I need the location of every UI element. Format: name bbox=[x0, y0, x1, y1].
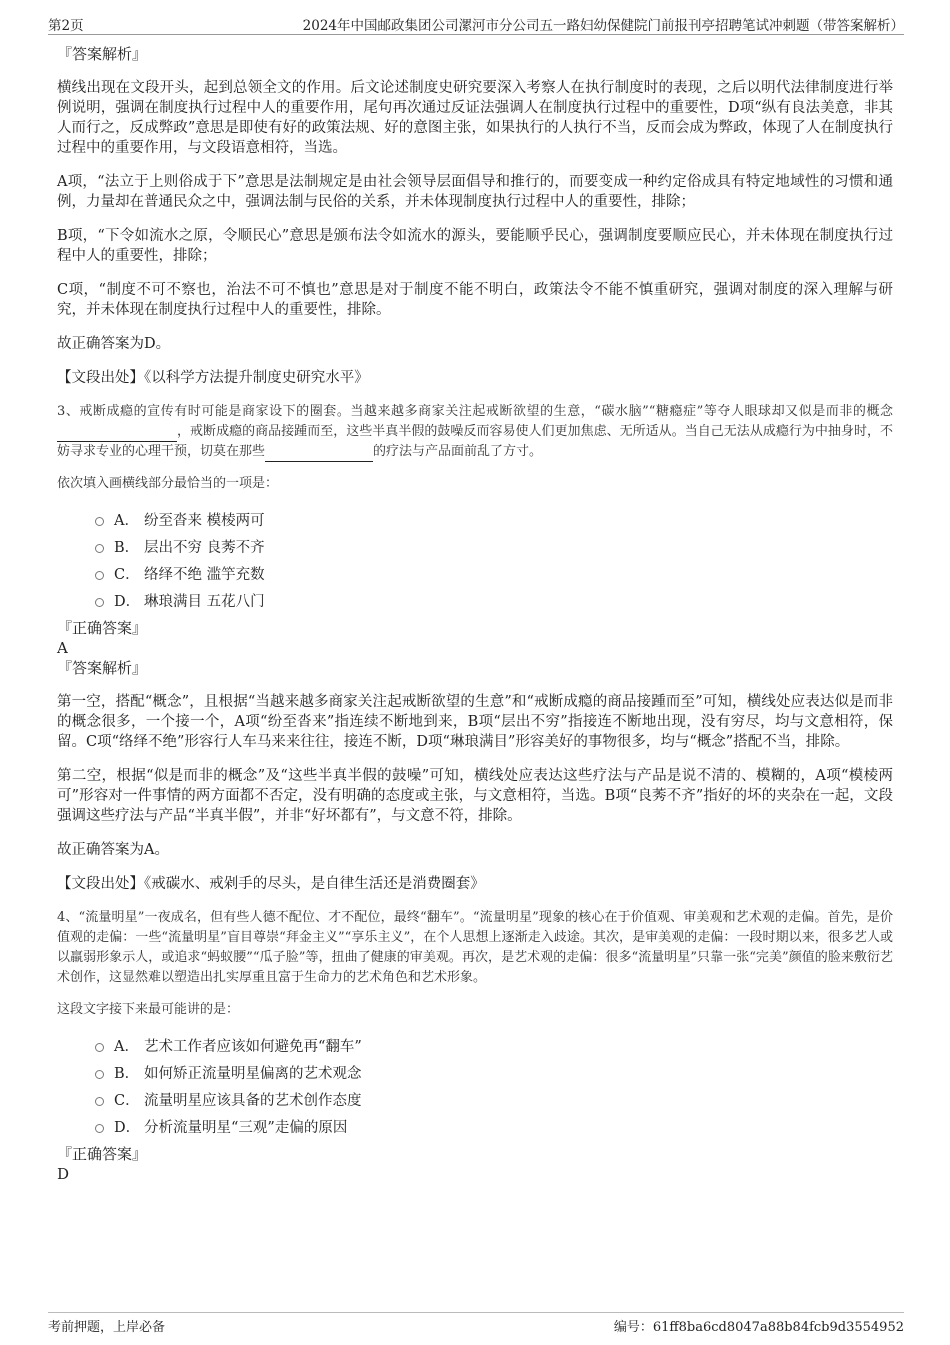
document-id: 编号：61ff8ba6cd8047a88b84fcb9d3554952 bbox=[613, 1320, 904, 1335]
option-a[interactable]: A． 纷至沓来 模棱两可 bbox=[95, 508, 893, 535]
analysis-paragraph: A项，“法立于上则俗成于下”意思是法制规定是由社会领导层面倡导和推行的，而要变成一种约定俗成具有特定地域性的习惯和通例，力量却在普通民众之中，强调法制与民俗的关系，并未体现制度执行过程中人的重要性，排除； bbox=[57, 174, 893, 210]
page-number: 第2页 bbox=[48, 18, 84, 34]
option-c[interactable]: C． 络绎不绝 滥竽充数 bbox=[95, 562, 893, 589]
correct-answer-label: 『正确答案』 bbox=[57, 1145, 148, 1163]
analysis-paragraph: 横线出现在文段开头，起到总领全文的作用。后文论述制度史研究要深入考察人在执行制度时的表现，之后以明代法律制度进行举例说明，强调在制度执行过程中人的重要作用，尾句再次通过反证法强调人在制度执行过程中的重要性，D项“纵有良法美意，非其人而行之，反成弊政”意思是即使有好的政策法规、好的意图主张，如果执行的人执行不当，反而会成为弊政，体现了人在制度执行过程中的重要作用，与文段语意相符，当选。 bbox=[57, 80, 893, 156]
document-title: 2024年中国邮政集团公司漯河市分公司五一路妇幼保健院门前报刊亭招聘笔试冲刺题（带答案解析） bbox=[302, 18, 904, 34]
question-prompt: 这段文字接下来最可能讲的是： bbox=[57, 1002, 240, 1017]
fill-blank bbox=[57, 427, 177, 442]
option-b[interactable]: B． 如何矫正流量明星偏离的艺术观念 bbox=[95, 1061, 893, 1088]
option-c[interactable]: C． 流量明星应该具备的艺术创作态度 bbox=[95, 1088, 893, 1115]
page-header bbox=[48, 12, 904, 35]
option-list bbox=[57, 508, 893, 616]
option-d[interactable]: D． 分析流量明星“三观”走偏的原因 bbox=[95, 1115, 893, 1142]
answer-statement: 故正确答案为D。 bbox=[57, 336, 171, 352]
radio-icon[interactable] bbox=[95, 1070, 104, 1079]
analysis-paragraph: C项，“制度不可不察也，治法不可不慎也”意思是对于制度不能不明白，政策法令不能不慎重研究，强调对制度的深入理解与研究，并未体现在制度执行过程中人的重要性，排除。 bbox=[57, 282, 893, 318]
option-b[interactable]: B． 层出不穷 良莠不齐 bbox=[95, 535, 893, 562]
radio-icon[interactable] bbox=[95, 1097, 104, 1106]
footer-slogan: 考前押题，上岸必备 bbox=[48, 1320, 166, 1335]
answer-statement: 故正确答案为A。 bbox=[57, 842, 169, 858]
analysis-label: 『答案解析』 bbox=[57, 659, 148, 677]
correct-answer: A bbox=[57, 639, 68, 657]
option-list bbox=[57, 1034, 893, 1142]
correct-answer: D bbox=[57, 1165, 70, 1183]
radio-icon[interactable] bbox=[95, 571, 104, 580]
radio-icon[interactable] bbox=[95, 598, 104, 607]
correct-answer-label: 『正确答案』 bbox=[57, 619, 148, 637]
analysis-label: 『答案解析』 bbox=[57, 45, 148, 63]
page-content bbox=[57, 44, 893, 1184]
source-citation: 【文段出处】《戒碳水、戒剁手的尽头，是自律生活还是消费圈套》 bbox=[57, 876, 485, 892]
page-footer bbox=[48, 1312, 904, 1335]
source-citation: 【文段出处】《以科学方法提升制度史研究水平》 bbox=[57, 370, 369, 386]
analysis-paragraph: 第一空，搭配“概念”，且根据“当越来越多商家关注起戒断欲望的生意”和“戒断成瘾的商品接踵而至”可知，横线处应表达似是而非的概念很多，一个接一个，A项“纷至沓来”指连续不断地到来，B项“层出不穷”指接连不断地出现，没有穷尽，均与文意相符，保留。C项“络绎不绝”形容行人车马来来往往，接连不断，D项“琳琅满目”形容美好的事物很多，均与“概念”搭配不当，排除。 bbox=[57, 694, 893, 750]
analysis-paragraph: 第二空，根据“似是而非的概念”及“这些半真半假的鼓噪”可知，横线处应表达这些疗法与产品是说不清的、模糊的，A项“模棱两可”形容对一件事情的两方面都不否定，没有明确的态度或主张，与文意相符，当选。B项“良莠不齐”指好的坏的夹杂在一起，文段强调这些疗法与产品“半真半假”，并非“好坏都有”，与文意不符，排除。 bbox=[57, 768, 893, 824]
option-d[interactable]: D． 琳琅满目 五花八门 bbox=[95, 589, 893, 616]
radio-icon[interactable] bbox=[95, 1043, 104, 1052]
radio-icon[interactable] bbox=[95, 1124, 104, 1133]
fill-blank bbox=[265, 447, 373, 462]
option-a[interactable]: A． 艺术工作者应该如何避免再“翻车” bbox=[95, 1034, 893, 1061]
radio-icon[interactable] bbox=[95, 544, 104, 553]
question-stem: 3、戒断成瘾的宣传有时可能是商家设下的圈套。当越来越多商家关注起戒断欲望的生意，“碳水脑”“糖瘾症”等夺人眼球却又似是而非的概念，戒断成瘾的商品接踵而至，这些半真半假的鼓噪反而容易使人们更加焦虑、无所适从。当自己无法从成瘾行为中抽身时，不妨寻求专业的心理干预，切莫在那些 的疗法与产品面前乱了方寸。 bbox=[57, 402, 893, 462]
analysis-paragraph: B项，“下令如流水之原，令顺民心”意思是颁布法令如流水的源头，要能顺乎民心，强调制度要顺应民心，并未体现在制度执行过程中人的重要性，排除； bbox=[57, 228, 893, 264]
radio-icon[interactable] bbox=[95, 517, 104, 526]
question-stem: 4、“流量明星”一夜成名，但有些人德不配位、才不配位，最终“翻车”。“流量明星”现象的核心在于价值观、审美观和艺术观的走偏。首先，是价值观的走偏：一些“流量明星”盲目尊崇“拜金主义”“享乐主义”，在个人思想上逐渐走入歧途。其次，是审美观的走偏：一段时期以来，很多艺人或以羸弱形象示人，或追求“蚂蚁腰”“瓜子脸”等，扭曲了健康的审美观。再次，是艺术观的走偏：很多“流量明星”只靠一张“完美”颜值的脸来敷衍艺术创作，这显然难以塑造出扎实厚重且富于生命力的艺术角色和艺术形象。 bbox=[57, 910, 893, 985]
question-prompt: 依次填入画横线部分最恰当的一项是： bbox=[57, 476, 279, 491]
